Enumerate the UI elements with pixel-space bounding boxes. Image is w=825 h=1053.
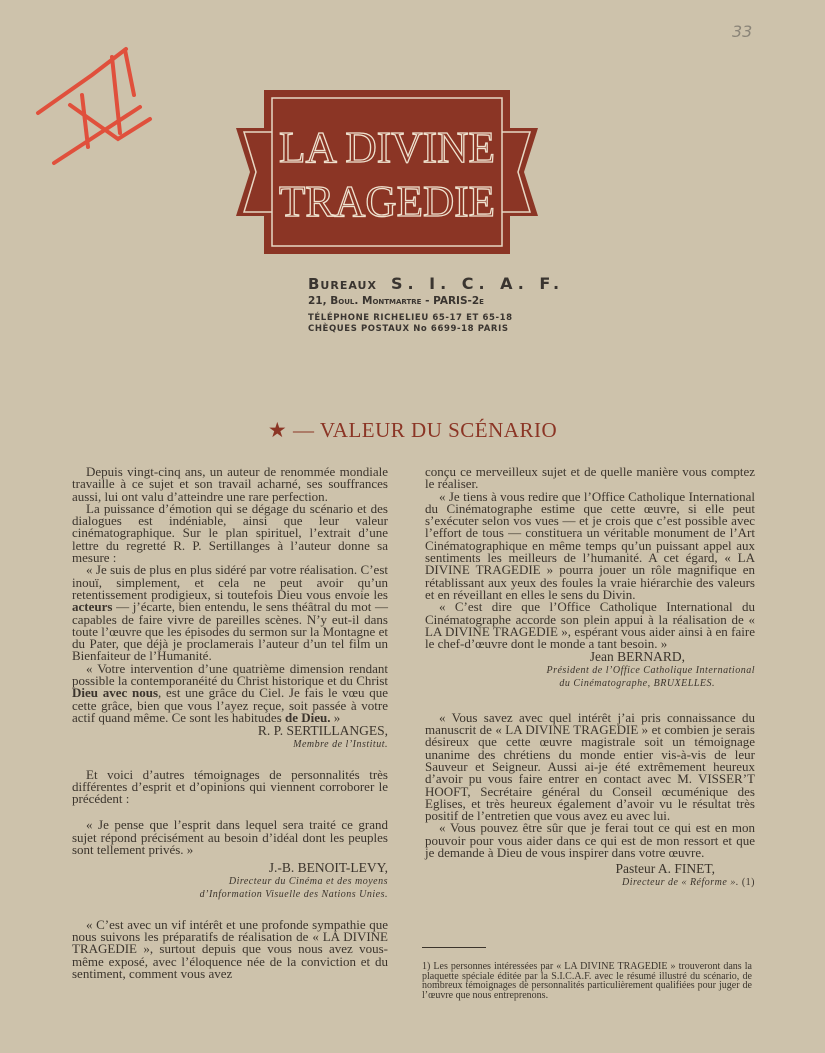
signature-name: R. P. SERTILLANGES, [257,723,388,739]
left-column [72,466,388,980]
signature-role: Directeur du Cinéma et des moyens [228,875,388,887]
quote-paragraph: « Vous pouvez être sûr que je ferai tout ce qui est en mon pouvoir pour vous aider dans ce qui est de mon ressort et que je demande à Dieu de vous inspirer dans votre œuvre. [425,820,755,861]
quote-paragraph: « Je tiens à vous redire que l’Office Catholique International du Cinématographe estime que cette œuvre, si elle peut s’exécuter selon vos vues — et je crois que c’est possible avec l’effort de tous — constituera un véritable monument de l’Art Cinématographique en même temps qu’un puissant appel aux sentiments les meilleurs de l’humanité. A cet égard, « LA DIVINE TRAGEDIE » pourra jouer un rôle magnifique en rétablissant aux yeux des foules la vraie hiérarchie des valeurs et en réveillant en elles le sens du Divin. [425,488,755,602]
paragraph: conçu ce merveilleux sujet et de quelle manière vous comptez le réaliser. [425,464,755,492]
page-number: 33 [732,22,753,41]
street-address: 21, Boul. Montmartre - PARIS-2e [308,295,484,307]
text: , est une grâce du Ciel. Je fais le vœu que cette grâce, bien que vous l’ayez reçue, soit passée à votre actif quand même. Ce sont les habitudes [72,685,389,725]
bureaux-line [308,274,564,293]
text: « Votre intervention d’une quatrième dimension rendant possible la contemporanéité du Christ historique et du Christ [72,660,388,689]
signature-name: Pasteur A. FINET, [615,861,715,877]
text: — j’écarte, bien entendu, le sens théâtral du mot — capables de faire vivre de pareilles scènes. N’y eut-il dans toute l’œuvre que les épisodes du sermon sur la Montagne et du Pater, que déjà je proclamerais l’auteur d’un tel film un Bienfaiteur de l’Humanité. [72,599,388,664]
postal-line: CHÈQUES POSTAUX No 6699-18 PARIS [308,324,509,334]
title-banner-logo [236,90,538,254]
signature-role: Membre de l’Institut. [293,738,388,750]
quote-paragraph [72,564,388,662]
text: » [330,709,341,725]
signature-role: Président de l’Office Catholique International [546,664,755,676]
quote-paragraph: « Vous savez avec quel intérêt j’ai pris connaissance du manuscrit de « LA DIVINE TRAGEDIE » et combien je serais désireux que cette œuvre magistrale soit un témoignage unanime des chrétiens du monde entier vis-à-vis de leur Sauveur et Seigneur. Aussi ai-je été extrêmement heureux d’avoir pu vous faire entrer en contact avec M. VISSER’T HOOFT, Secrétaire général du Conseil œcuménique des Eglises, et très heureux également d’avoir vu le résultat très positif de l’entretien que vous avez eu avec lui. [425,709,755,824]
bold-text: Dieu avec nous [72,685,159,701]
section-title: ★ — VALEUR DU SCÉNARIO [267,418,558,442]
footnote: 1) Les personnes intéressées par « LA DIVINE TRAGEDIE » trouveront dans la plaquette spéciale éditée par la S.I.C.A.F. avec le résumé illustré du scénario, de nombreux témoignages de personnalités particulièrement qualifiées pour juger de l’œuvre que nous entreprenons. [422,961,752,1001]
quote-paragraph [72,660,389,725]
paragraph: Depuis vingt-cinq ans, un auteur de renommée mondiale travaille à ce sujet et son travail acharné, ses souffrances aussi, lui ont valu d’atteindre une rare perfection. [72,464,388,504]
signature-name: Jean BERNARD, [589,649,685,665]
footnote-ref: (1) [741,876,755,888]
quote-paragraph: « C’est dire que l’Office Catholique International du Cinématographe accorde son plein appui à la réalisation de « LA DIVINE TRAGEDIE », espérant vous aider ainsi à en faire le chef-d’œuvre dont le monde a tant besoin. » [425,599,755,652]
banner-line-1: LA DIVINE [279,123,495,172]
phone-line: TÉLÉPHONE RICHELIEU 65-17 ET 65-18 [308,313,513,323]
quote-paragraph: « C’est avec un vif intérêt et une profonde sympathie que nous suivons les préparatifs de réalisation de « LA DIVINE TRAGEDIE », surtout depuis que vous nous avez vous-même exposé, avec l’éloquence née de la conviction et du sentiment, comment vous avez [72,916,388,981]
bureaux-label: Bureaux [308,275,377,293]
company-name: S. I. C. A. F. [390,274,565,293]
signature-role [425,876,755,889]
text: « Je suis de plus en plus sidéré par votre réalisation. C’est inouï, simplement, et cela ne peut avoir qu’un retentissement prodigieux, si toutefois Dieu vous envoie les [72,562,388,602]
paragraph: Et voici d’autres témoignages de personnalités très différentes d’esprit et d’opinions qui viennent corroborer le précédent : [72,766,388,807]
banner-line-2: TRAGEDIE [279,177,495,226]
signature-name: J.-B. BENOIT-LEVY, [268,860,388,876]
signature-role: du Cinématographe, BRUXELLES. [559,677,715,689]
bold-text: de Dieu. [285,709,331,725]
red-handwritten-mark [30,35,160,170]
footnote-divider [422,947,486,948]
right-column [425,466,755,889]
signature-role: d’Information Visuelle des Nations Unies. [199,888,388,900]
paragraph: La puissance d’émotion qui se dégage du scénario et des dialogues est indéniable, ainsi que leur valeur cinématographique. Sur le plan spirituel, l’extrait d’une lettre du regretté R. P. Sertillanges à l’auteur donne sa mesure : [72,500,388,566]
bold-text: acteurs [72,599,113,615]
quote-paragraph: « Je pense que l’esprit dans lequel sera traité ce grand sujet répond précisément au besoin d’idéal dont les peuples sont tellement privés. » [72,817,388,858]
role-text: Directeur de « Réforme ». [622,876,739,888]
